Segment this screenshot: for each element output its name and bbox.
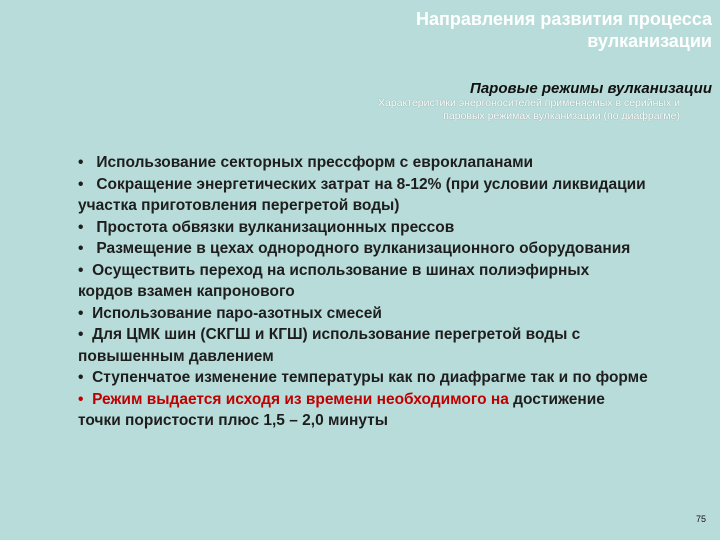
bullet-text: Сокращение энергетических затрат на 8-12% (при условии ликвидации участка приготовления перегретой воды) — [78, 175, 646, 214]
slide-subtitle: Паровые режимы вулканизации — [470, 80, 712, 97]
bullet-text-highlight: Режим выдается исходя из времени необходимого на — [92, 390, 509, 408]
bullet-text: Ступенчатое изменение температуры как по диафрагме так и по форме — [92, 369, 648, 386]
bullet-text: Использование секторных прессформ с евроклапанами — [96, 154, 534, 171]
bullet-marker: • — [78, 175, 84, 193]
bullet-item — [78, 217, 648, 239]
page-number: 75 — [695, 514, 706, 524]
bullet-item — [78, 367, 648, 389]
bullet-text: Для ЦМК шин (СКГШ и КГШ) использование перегретой воды с повышенным давлением — [78, 326, 581, 365]
bullet-item — [78, 324, 648, 367]
bullet-text: Простота обвязки вулканизационных прессов — [96, 218, 455, 236]
bullet-marker: • — [78, 326, 84, 343]
slide-caption: Характеристики энергоносителей применяемых в серийных и паровых режимах вулканизации (по диафрагме) — [378, 97, 680, 122]
bullet-item — [78, 174, 648, 217]
slide-title: Направления развития процесса вулканизации — [415, 9, 712, 51]
bullet-marker: • — [78, 304, 84, 322]
bullet-marker: • — [78, 240, 84, 257]
bullet-text-tail: достижение точки пористости плюс 1,5 – 2,0 минуты — [78, 390, 605, 429]
bullet-item — [78, 303, 648, 325]
bullet-text: Осуществить переход на использование в шинах полиэфирных кордов взамен капронового — [78, 261, 590, 300]
bullet-marker: • — [78, 390, 84, 408]
bullet-item-highlight — [78, 389, 648, 432]
bullet-text: Использование паро-азотных смесей — [92, 304, 382, 322]
bullet-marker: • — [78, 369, 84, 386]
bullet-item — [78, 238, 648, 260]
bullet-item — [78, 260, 648, 303]
bullet-marker: • — [78, 261, 84, 279]
bullet-marker: • — [78, 218, 84, 236]
bullet-text: Размещение в цехах однородного вулканизационного оборудования — [96, 240, 631, 257]
bullet-list — [78, 152, 648, 432]
bullet-item — [78, 152, 648, 174]
bullet-marker: • — [78, 154, 84, 171]
